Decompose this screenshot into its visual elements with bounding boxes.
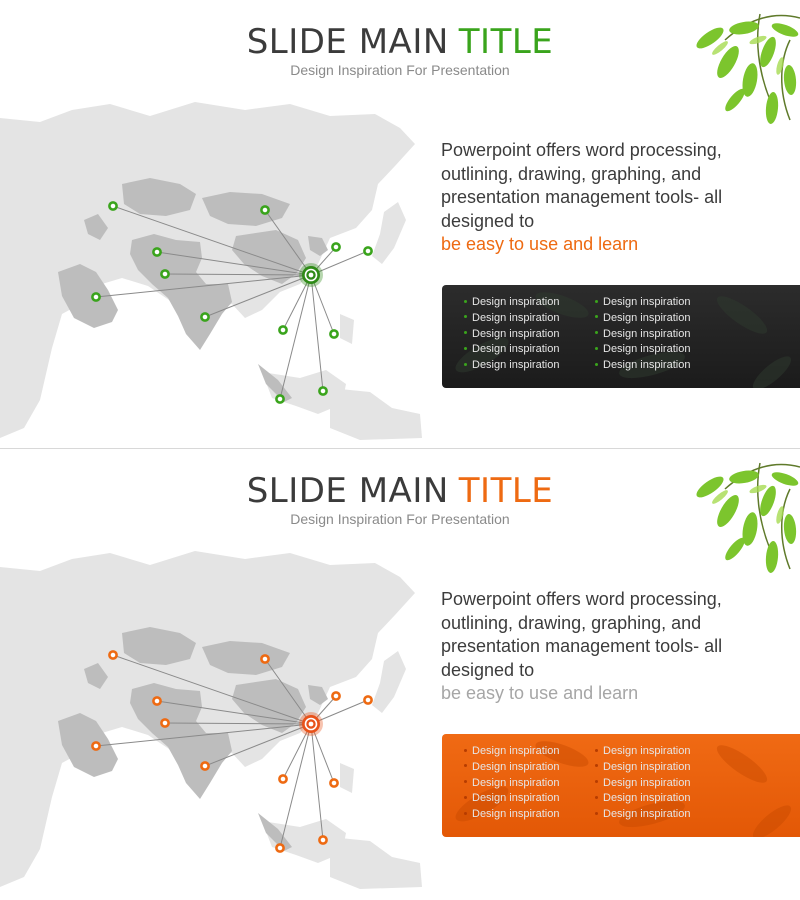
- panel-list-right: [595, 744, 690, 823]
- slide-subtitle: Design Inspiration For Presentation: [290, 511, 510, 527]
- body-paragraph: Powerpoint offers word processing, outlining, drawing, graphing, and presentation management tools- all designed to: [441, 140, 723, 231]
- list-item: Design inspiration: [464, 744, 559, 760]
- bullet-icon: [464, 796, 467, 799]
- location-marker-icon: [261, 655, 268, 662]
- location-marker-icon: [279, 775, 286, 782]
- slide-subtitle: Design Inspiration For Presentation: [290, 62, 510, 78]
- list-item: Design inspiration: [595, 807, 690, 823]
- bullet-icon: [595, 749, 598, 752]
- panel-list-right: [595, 295, 690, 374]
- location-marker-icon: [161, 719, 168, 726]
- bullet-icon: [595, 780, 598, 783]
- bullet-icon: [595, 796, 598, 799]
- bullet-icon: [464, 812, 467, 815]
- list-item: Design inspiration: [595, 358, 690, 374]
- location-marker-icon: [109, 202, 116, 209]
- bullet-icon: [595, 315, 598, 318]
- list-item: Design inspiration: [595, 776, 690, 792]
- panel-list-left: [464, 744, 559, 823]
- title-accent: TITLE: [458, 22, 554, 62]
- list-item: Design inspiration: [595, 311, 690, 327]
- green-leaves-icon: [640, 449, 800, 589]
- list-item: Design inspiration: [464, 358, 559, 374]
- list-item: Design inspiration: [464, 327, 559, 343]
- slide-1: [0, 0, 800, 449]
- body-text: [441, 588, 761, 706]
- green-leaves-icon: [640, 0, 800, 140]
- list-item: Design inspiration: [595, 295, 690, 311]
- location-marker-icon: [330, 330, 337, 337]
- bullet-icon: [464, 363, 467, 366]
- location-marker-icon: [332, 692, 339, 699]
- bullet-icon: [464, 347, 467, 350]
- title-main: SLIDE MAIN: [246, 22, 449, 62]
- list-item: Design inspiration: [595, 744, 690, 760]
- list-item: Design inspiration: [595, 327, 690, 343]
- list-item: Design inspiration: [464, 807, 559, 823]
- asia-map-icon: [0, 537, 430, 897]
- location-marker-icon: [153, 248, 160, 255]
- list-item: Design inspiration: [595, 342, 690, 358]
- location-marker-icon: [92, 742, 99, 749]
- list-item: Design inspiration: [464, 342, 559, 358]
- bullet-icon: [464, 331, 467, 334]
- slide-2: [0, 449, 800, 900]
- location-marker-icon: [319, 836, 326, 843]
- location-marker-icon: [279, 326, 286, 333]
- list-item: Design inspiration: [595, 760, 690, 776]
- bullet-icon: [464, 780, 467, 783]
- list-item: Design inspiration: [464, 776, 559, 792]
- asia-map-icon: [0, 88, 430, 448]
- panel-list-left: [464, 295, 559, 374]
- list-item: Design inspiration: [464, 311, 559, 327]
- hub-marker-icon: [299, 263, 323, 287]
- bullet-icon: [464, 300, 467, 303]
- bullet-icon: [595, 347, 598, 350]
- feature-panel: [442, 285, 800, 388]
- location-marker-icon: [332, 243, 339, 250]
- title-accent: TITLE: [458, 471, 554, 511]
- location-marker-icon: [201, 313, 208, 320]
- bullet-icon: [595, 764, 598, 767]
- location-marker-icon: [319, 387, 326, 394]
- bullet-icon: [595, 363, 598, 366]
- location-marker-icon: [92, 293, 99, 300]
- hub-marker-icon: [299, 712, 323, 736]
- bullet-icon: [464, 315, 467, 318]
- list-item: Design inspiration: [464, 760, 559, 776]
- location-marker-icon: [153, 697, 160, 704]
- location-marker-icon: [201, 762, 208, 769]
- list-item: Design inspiration: [464, 295, 559, 311]
- bullet-icon: [595, 331, 598, 334]
- bullet-icon: [464, 749, 467, 752]
- bullet-icon: [464, 764, 467, 767]
- location-marker-icon: [364, 696, 371, 703]
- body-text: [441, 139, 761, 257]
- location-marker-icon: [109, 651, 116, 658]
- bullet-icon: [595, 812, 598, 815]
- title-main: SLIDE MAIN: [246, 471, 449, 511]
- list-item: Design inspiration: [464, 791, 559, 807]
- feature-panel: [442, 734, 800, 837]
- highlight-text: be easy to use and learn: [441, 683, 639, 703]
- location-marker-icon: [330, 779, 337, 786]
- bullet-icon: [595, 300, 598, 303]
- body-paragraph: Powerpoint offers word processing, outlining, drawing, graphing, and presentation management tools- all designed to: [441, 589, 723, 680]
- location-marker-icon: [276, 395, 283, 402]
- location-marker-icon: [364, 247, 371, 254]
- location-marker-icon: [261, 206, 268, 213]
- location-marker-icon: [161, 270, 168, 277]
- list-item: Design inspiration: [595, 791, 690, 807]
- highlight-text: be easy to use and learn: [441, 234, 639, 254]
- location-marker-icon: [276, 844, 283, 851]
